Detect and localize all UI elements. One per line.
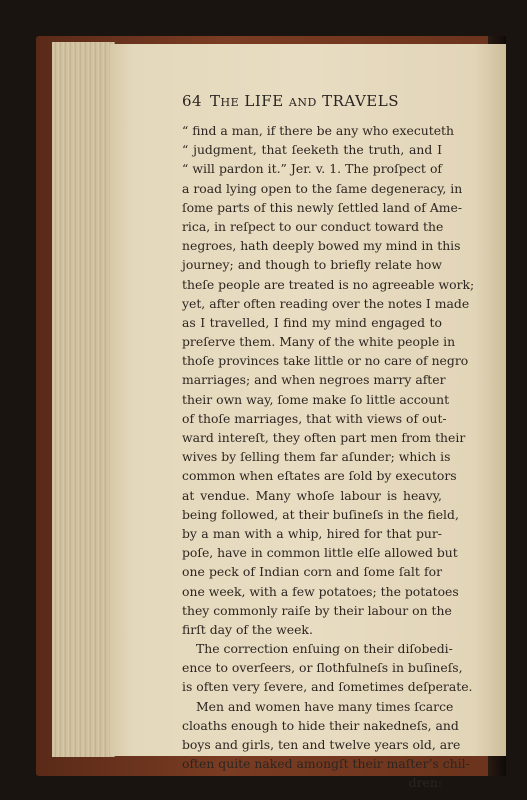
text-line: a road lying open to the ſame degeneracy, in xyxy=(182,180,463,196)
text-line: “ will pardon it.” Jer. v. 1. The proſpect of xyxy=(182,161,442,177)
text-line: firſt day of the week. xyxy=(182,621,313,637)
text-line: negroes, hath deeply bowed my mind in this xyxy=(182,238,461,254)
text-line: being followed, at their buſineſs in the field, xyxy=(182,506,459,522)
text-line: ward intereſt, they often part men from their xyxy=(182,430,466,445)
text-line: by a man with a whip, hired for that pur- xyxy=(182,525,442,541)
running-title: The LIFE and TRAVELS xyxy=(210,92,399,110)
text-line: often quite naked amongſt their maſter’s chil- xyxy=(182,756,470,772)
text-line: theſe people are treated is no agreeable work; xyxy=(182,276,475,292)
text-line: boys and girls, ten and twelve years old, are xyxy=(182,737,461,752)
text-line: their own way, ſome make ſo little account xyxy=(182,391,450,407)
text-line: ſome parts of this newly ſettled land of Ame- xyxy=(182,199,463,215)
text-line: journey; and though to briefly relate how xyxy=(182,257,442,273)
text-line: “ find a man, if there be any who executeth xyxy=(182,123,455,138)
text-line: one peck of Indian corn and ſome ſalt for xyxy=(182,564,442,580)
text-line: poſe, have in common little elſe allowed but xyxy=(182,545,458,561)
text-line: “ judgment, that ſeeketh the truth, and I xyxy=(182,142,442,158)
text-line: at vendue. Many whoſe labour is heavy, xyxy=(182,487,442,503)
text-line: one week, with a few potatoes; the potatoes xyxy=(182,583,459,599)
catchword: dren: xyxy=(408,775,442,791)
text-line: of thoſe marriages, that with views of out- xyxy=(182,410,447,426)
text-line: they commonly raiſe by their labour on the xyxy=(182,602,452,618)
text-line: as I travelled, I find my mind engaged to xyxy=(182,314,442,330)
text-line: wives by ſelling them far aſunder; which is xyxy=(182,449,451,465)
text-line: ence to overſeers, or ſlothfulneſs in buſineſs, xyxy=(182,660,463,676)
running-head xyxy=(182,92,440,114)
text-line: common when eſtates are ſold by executors xyxy=(182,468,457,484)
text-line: yet, after often reading over the notes I made xyxy=(182,295,470,311)
page-edges xyxy=(52,42,115,757)
text-line: Men and women have many times ſcarce xyxy=(196,698,454,714)
text-line: The correction enſuing on their diſobedi- xyxy=(196,641,453,657)
page-number: 64 xyxy=(182,92,203,110)
text-line: is often very ſevere, and ſometimes deſperate. xyxy=(182,679,473,695)
body-text xyxy=(182,121,475,793)
text-line: rica, in reſpect to our conduct toward the xyxy=(182,218,444,234)
text-line: preſerve them. Many of the white people in xyxy=(182,334,456,350)
text-line: marriages; and when negroes marry after xyxy=(182,372,446,388)
text-line: thoſe provinces take little or no care of negro xyxy=(182,353,469,369)
text-line: cloaths enough to hide their nakedneſs, and xyxy=(182,717,459,733)
